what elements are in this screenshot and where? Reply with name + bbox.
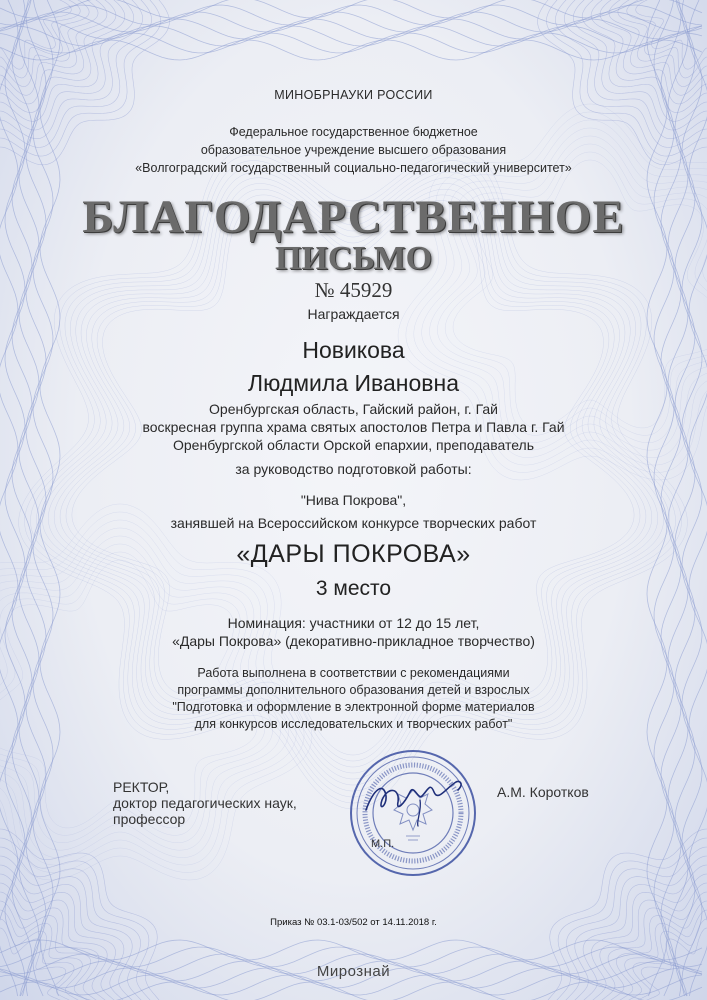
- brand-name: Мирознай: [316, 963, 391, 980]
- institution-name: [0, 123, 707, 177]
- organization-line: Оренбургская область, Гайский район, г. Гай: [209, 401, 498, 417]
- seal-label: М.П.: [371, 838, 395, 850]
- institution-line: образовательное учреждение высшего образования: [200, 143, 507, 157]
- recommendation-text: [0, 665, 707, 733]
- document-subtitle: ПИСЬМО: [274, 240, 433, 277]
- nomination-line: «Дары Покрова» (декоративно-прикладное творчество): [172, 633, 535, 649]
- recipient-surname: Новикова: [302, 337, 405, 363]
- place-result: 3 место: [315, 577, 392, 600]
- certificate-number: № 45929: [314, 278, 393, 302]
- recipient-organization: [0, 400, 707, 454]
- order-reference: Приказ № 03.1-03/502 от 14.11.2018 г.: [270, 917, 437, 928]
- work-title: "Нива Покрова",: [300, 492, 407, 508]
- signatory-title-line: доктор педагогических наук,: [113, 795, 297, 811]
- award-basis: за руководство подготовкой работы:: [235, 461, 472, 477]
- ministry-name: МИНОБРНАУКИ РОССИИ: [274, 88, 433, 102]
- contest-name: «ДАРЫ ПОКРОВА»: [236, 540, 471, 568]
- recommendation-line: программы дополнительного образования детей и взрослых: [177, 683, 530, 697]
- document-title: БЛАГОДАРСТВЕННОЕ: [82, 191, 625, 243]
- signatory-title: [113, 779, 297, 827]
- recipient-given-names: Людмила Ивановна: [247, 370, 459, 396]
- awarded-label: Награждается: [307, 306, 400, 322]
- organization-line: воскресная группа храма святых апостолов Петра и Павла г. Гай: [142, 419, 565, 435]
- recommendation-line: Работа выполнена в соответствии с рекомендациями: [197, 666, 510, 680]
- nomination: [0, 614, 707, 650]
- recommendation-line: "Подготовка и оформление в электронной форме материалов: [172, 700, 535, 714]
- institution-line: Федеральное государственное бюджетное: [229, 125, 478, 139]
- nomination-line: Номинация: участники от 12 до 15 лет,: [227, 615, 480, 631]
- signatory-title-line: профессор: [113, 811, 186, 827]
- contest-description: занявшей на Всероссийском конкурсе творческих работ: [170, 515, 537, 531]
- signatory-name: А.М. Коротков: [497, 784, 589, 800]
- organization-line: Оренбургской области Орской епархии, преподаватель: [173, 437, 534, 453]
- institution-line: «Волгоградский государственный социально-педагогический университет»: [135, 161, 572, 175]
- recommendation-line: для конкурсов исследовательских и творческих работ": [194, 717, 513, 731]
- signatory-title-line: РЕКТОР,: [113, 779, 170, 795]
- handwritten-signature: [360, 770, 470, 830]
